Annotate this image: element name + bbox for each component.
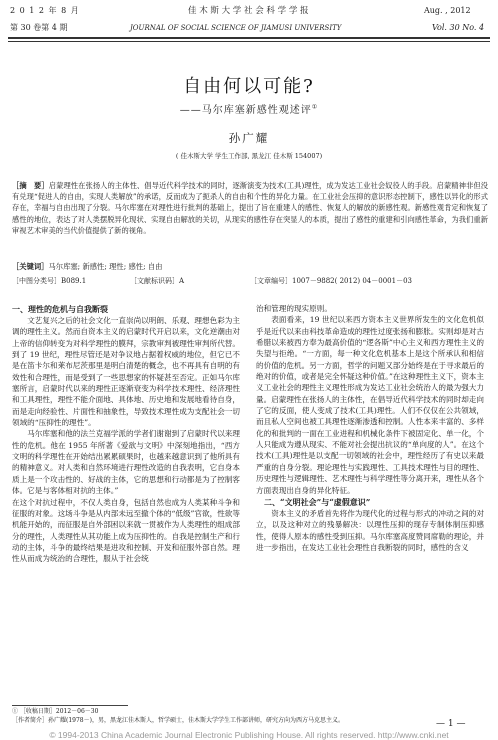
paragraph: 文艺复兴之后的社会文化一直崇尚以明朗、乐观、理想色彩为主调的理性主义。然而自资本主义的启蒙时代开启以来，文化逆潮由对上帝的信仰转变为对科学理性的膜拜，宗教审判被理性审判所代替。到了 19 世纪，理性尽管还是对争议地占据着权威的地位，但它已不是在笛卡尔和莱布尼茨那里是明白清楚的概念，也不再具有自明的有效性和合理性，而是受到了一些思想家的怀疑甚至否定。正如马尔库塞所言，启蒙时代以来的理性正逐渐衰变为科学技术理性、经济理性和工具理性，理性不能介面地、具体地、历史地和发展地看待自身，而是走向经验性、片面性和抽象性，导致技术理性成为支配社会一切领域的“压抑性的理性”。 xyxy=(12,316,240,428)
footnote-rule xyxy=(12,705,128,706)
article-subtitle xyxy=(0,101,498,116)
paragraph: 马尔库塞和他的法兰克福学派的学者们谢谢到了启蒙时代以来理性的危机。他在 1955 年所著《爱欲与文明》中深刻地指出，“西方文明的科学理性在开始结出累累硕果时，也越来越意识到了他所具有的精神意义。对人类和自然环境进行理性改造的自我表明，它自身本质上是一个攻击性的、好战的主体，它的思想和行动都是为了控制客体。它是与客体相对抗的主体。” xyxy=(12,429,240,496)
journal-name-en: JOURNAL OF SOCIAL SCIENCE OF JIAMUSI UNIVERSITY xyxy=(130,24,342,32)
section-2-heading: 二、“文明社会”与“虚假意识” xyxy=(264,496,371,507)
footnote-author-bio: ［作者简介］孙广耀(1978－)，男，黑龙江佳木斯人，哲学硕士，佳木斯大学学生工作部讲师，研究方向为西方马克思主义。 xyxy=(12,717,344,724)
paragraph: 资本主义的矛盾首先将作为现代化的过程与形式的冲动之间的对立，以及这种对立的残暴解决：以理性压抑的现存专制体制压抑感性，使得人原本的感性受到压抑。马尔库塞高度赞同席勒的理论，并进一步指出，在发达工业社会理性自我断裂的同时，感性的含义 xyxy=(256,508,484,552)
body-column-left xyxy=(12,303,240,565)
issue-month-en: Aug. , 2012 xyxy=(424,6,471,15)
footnote-received: ① ［收稿日期］2012－06－30 xyxy=(12,708,99,715)
paragraph: 在这个对抗过程中，不仅人类自身，包括自然也成为人类某种斗争和征服的对象。这场斗争是从内部未远至撤个体的“低级”官欲，性欲等机能开始的，而征服是自外部困以来就一贯被作为人类理性的组成部分的理性，人类理性从其功能上成为压抑性的。自我是控制生产和行动的主体，斗争的最终结果是进攻和控制、开发和征服外部自然。理性从而成为统治的合理性，服从于社会统 xyxy=(12,497,240,564)
journal-name-cn: 佳 木 斯 大 学 社 会 科 学 学 报 xyxy=(188,6,309,16)
body-column-right xyxy=(256,303,484,553)
volume-issue-en: Vol. 30 No. 4 xyxy=(432,23,485,32)
page-number: — 1 — xyxy=(436,719,466,729)
keywords xyxy=(12,261,488,272)
keywords-label: ［关键词］ xyxy=(12,262,49,271)
keywords-text: 马尔库塞; 新感性; 理性; 感性; 自由 xyxy=(48,262,163,271)
abstract xyxy=(12,180,488,236)
paragraph: 表面看来，19 世纪以来西方资本主义世界所发生的文化危机似乎是近代以来由科技革命造成的理性过度张扬和膨胀。实则却是对古希腊以来被西方奉为最高价值的“逻各斯”中心主义和西方理性主义的失望与拒绝。“一方面，每一种文化危机基本上是这个所承认和相信的价值的危机。另一方面，哲学的问题又部分始终是在于寻求最后的绝对的价值，或者是完全怀疑这种价值。”在这种理性主义下，资本主义工业社会的理性主义理性形成为发达工业社会统治人的最为强大力量。启蒙理性在张扬人的主体性，在倡导近代科学技术的同时却走向了它的反面，使人变成了技术(工具)理性。人们不仅仅在公共领域，而且私人空间也被工具理性逐渐渗透和控制。人性本来丰富的、多样化的和批判的一面在工业进程和机械化条件下被固定化、单一化，个人只能成为遵从现实、不能对社会提出抗议的“单向度的人”。在这个技术(工具)理性是以支配一切领域的社会中，理性经历了有史以来最严重的自身分裂。理论理性与实践理性、工具技术理性与目的理性、历史理性与逻辑理性、艺术理性与科学理性等分离开来，理性从各个方面表现出自身的异化特征。 xyxy=(256,315,484,495)
paragraph: 治和管理的现实原则。 xyxy=(256,304,332,313)
abstract-text: 启蒙理性在张扬人的主体性、倡导近代科学技术的同时，逐渐演变为技术(工具)理性，成为发达工业社会奴役人的手段。启蒙精神非但没有兑现“促进人的自由，实现人类解放”的承诺，反而成为了扼杀人的自由和个性的异化力量。在工业社会压抑的意识形态控制下，感性以异化的形式存在，幸福与自由出现了分裂。马尔库塞在对理性进行批判的基础上，提出了旨在重建人的感性、恢复人的解放的新感性观。新感性观肯定和恢复了感性的地位，表达了对人类摆脱异化现状、实现自由解放的关切，从现实的感性存在突显人的本质，提出了感性的重建和引向感性革命，为我们重新审视艺术审美的当代价值提供了新的视角。 xyxy=(12,181,488,235)
header-rule-thick xyxy=(8,37,490,39)
author-name: 孙广耀 xyxy=(228,131,270,145)
volume-issue-cn: 第 30 卷第 4 期 xyxy=(10,23,68,32)
abstract-label: ［摘 要］ xyxy=(12,181,49,190)
issue-date: 2 0 1 2 年 8 月 xyxy=(10,6,80,15)
clc-number: ［中图分类号］B089.1 xyxy=(12,277,87,285)
section-1-heading: 一、理性的危机与自我断裂 xyxy=(12,304,108,314)
header-rule-thin xyxy=(8,41,490,42)
author-affiliation: ( 佳木斯大学 学生工作部, 黑龙江 佳木斯 154007) xyxy=(175,152,323,160)
article-number: ［文章编号］1007－9882( 2012) 04－0001－03 xyxy=(250,277,412,285)
copyright-footer: © 1994-2013 China Academic Journal Electronic Publishing House. All rights reserved. http://www.cnki.net xyxy=(49,730,449,740)
subtitle-footnote-mark: ① xyxy=(311,103,319,111)
document-code: ［文献标识码］A xyxy=(130,277,185,285)
article-title: 自由何以可能? xyxy=(183,76,315,97)
subtitle-text: ——马尔库塞新感性观述评 xyxy=(179,105,312,116)
